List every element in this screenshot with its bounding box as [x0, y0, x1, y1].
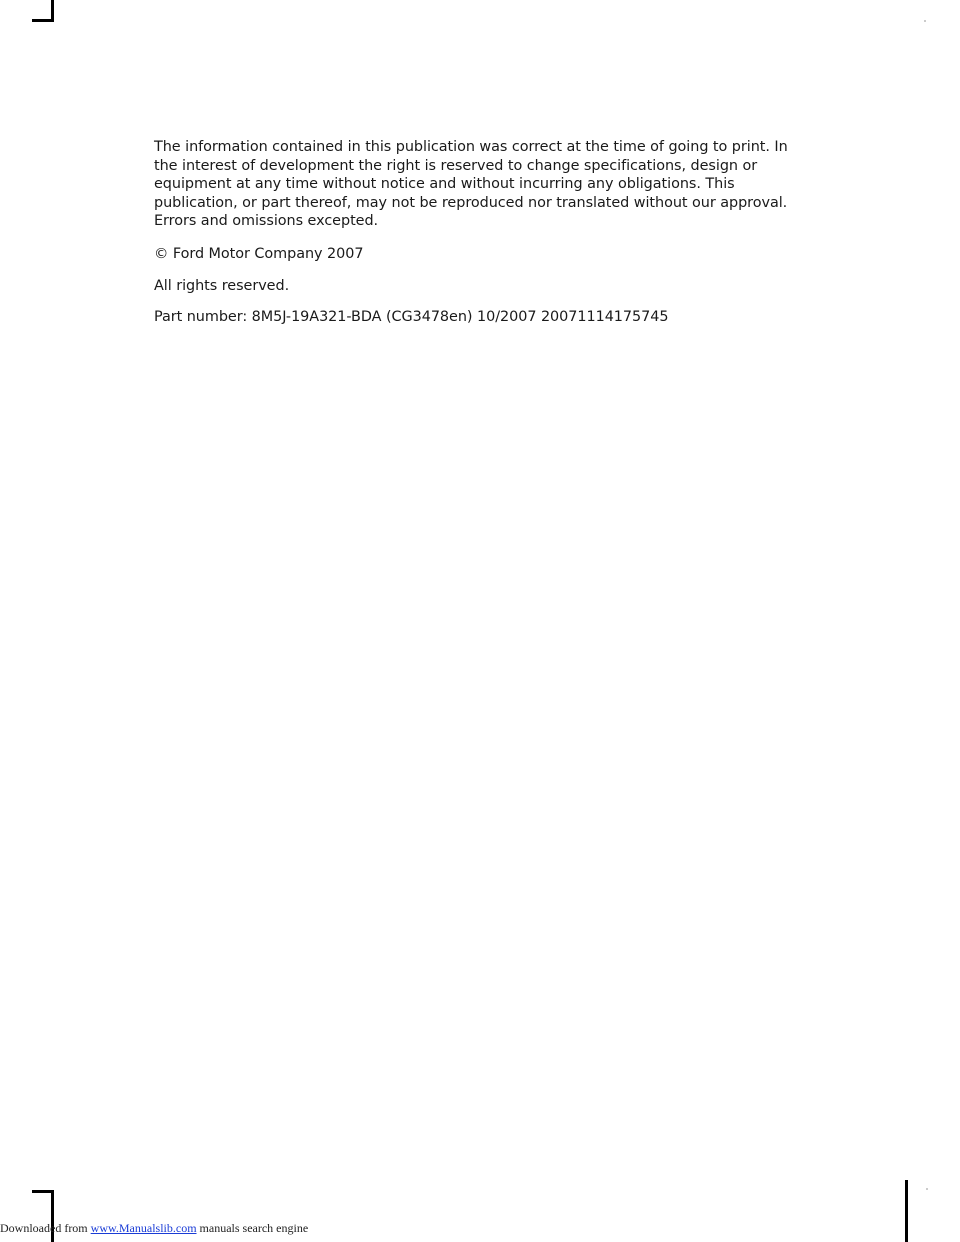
crop-mark-bottom-right-vertical — [905, 1180, 908, 1242]
download-footer — [0, 1221, 308, 1235]
document-body — [154, 138, 810, 340]
crop-mark-top-left-vertical — [51, 0, 54, 22]
footer-prefix: Downloaded from — [0, 1221, 91, 1235]
footer-suffix: manuals search engine — [196, 1221, 309, 1235]
registration-dot — [926, 1188, 928, 1190]
rights-notice: All rights reserved. — [154, 277, 290, 294]
part-number: Part number: 8M5J-19A321-BDA (CG3478en) 10/2007 20071114175745 — [154, 309, 669, 326]
copyright-notice: © Ford Motor Company 2007 — [154, 245, 364, 262]
registration-dot — [924, 20, 926, 22]
disclaimer-paragraph: The information contained in this publication was correct at the time of going to print. In the interest of development the right is reserved to change specifications, design or equipment at any time without notice and without incurring any obligations. This publication, or part thereof, may not be reproduced nor translated without our approval. Errors and omissions excepted. — [154, 139, 788, 230]
manualslib-link[interactable]: www.Manualslib.com — [90, 1221, 197, 1235]
